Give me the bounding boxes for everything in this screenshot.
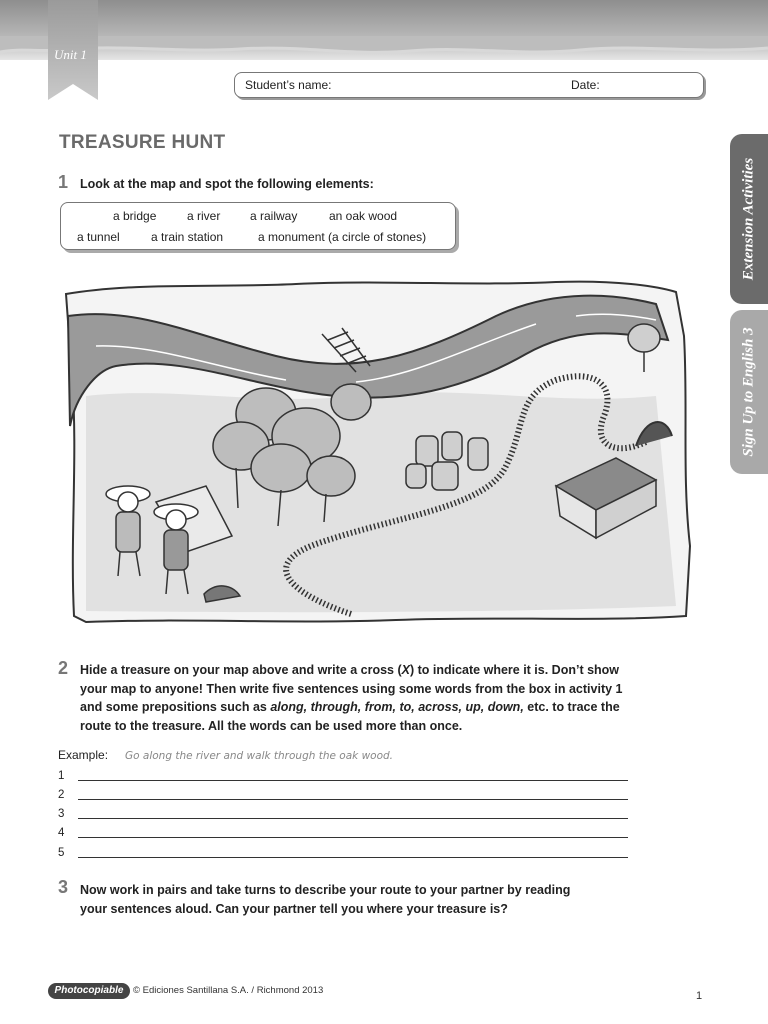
- treasure-map-illustration[interactable]: [56, 276, 696, 636]
- word-item: an oak wood: [329, 209, 398, 223]
- tab-extension-label: Extension Activities: [740, 157, 757, 281]
- word-item: a tunnel: [77, 230, 120, 244]
- answer-line-1[interactable]: [78, 780, 628, 781]
- word-item: a railway: [250, 209, 298, 223]
- word-box: [60, 202, 456, 250]
- unit-label: Unit 1: [54, 47, 87, 62]
- answer-line-number: 5: [58, 847, 65, 859]
- word-item: a river: [187, 209, 221, 223]
- student-info-box: [234, 72, 704, 98]
- word-item: a bridge: [113, 209, 157, 223]
- answer-line-2[interactable]: [78, 799, 628, 800]
- activity-3-number: 3: [58, 877, 69, 897]
- answer-line-number: 4: [58, 827, 65, 839]
- word-item: a train station: [151, 230, 224, 244]
- answer-line-number: 3: [58, 808, 65, 820]
- date-label: Date:: [571, 78, 600, 92]
- example-label: Example:: [58, 748, 109, 762]
- activity-2-number: 2: [58, 658, 69, 678]
- photocopiable-badge: Photocopiable: [48, 983, 130, 999]
- tab-sign-up-label: Sign Up to English 3: [740, 327, 757, 457]
- header-torn-edge: [0, 36, 768, 66]
- activity-1-instruction: Look at the map and spot the following elements:: [80, 177, 374, 191]
- page-title: TREASURE HUNT: [59, 132, 226, 153]
- tab-sign-up[interactable]: [730, 310, 768, 474]
- word-item: a monument (a circle of stones): [258, 230, 427, 244]
- answer-line-number: 1: [58, 770, 65, 782]
- answer-line-5[interactable]: [78, 857, 628, 858]
- activity-1-number: 1: [58, 172, 69, 192]
- activity-3-instruction: Now work in pairs and take turns to describe your route to your partner by reading your sentences aloud. Can your partner tell you where your treasure is?: [80, 883, 571, 916]
- student-name-label: Student’s name:: [245, 78, 332, 92]
- answer-line-number: 2: [58, 789, 65, 801]
- answer-line-3[interactable]: [78, 818, 628, 819]
- copyright: © Ediciones Santillana S.A. / Richmond 2013: [133, 985, 324, 996]
- example-sentence: Go along the river and walk through the oak wood.: [125, 750, 394, 762]
- page-number: 1: [696, 990, 703, 1002]
- answer-line-4[interactable]: [78, 837, 628, 838]
- tab-extension-activities[interactable]: [730, 134, 768, 304]
- activity-2-instruction: Hide a treasure on your map above and write a cross (X) to indicate where it is. Don’t show your map to anyone! Then write five sentences using some words from the box in activity 1 and some prepositions such as along, through, from, to, across, up, down, etc. to trace the route to the treasure. All the words can be used more than once.: [80, 663, 623, 733]
